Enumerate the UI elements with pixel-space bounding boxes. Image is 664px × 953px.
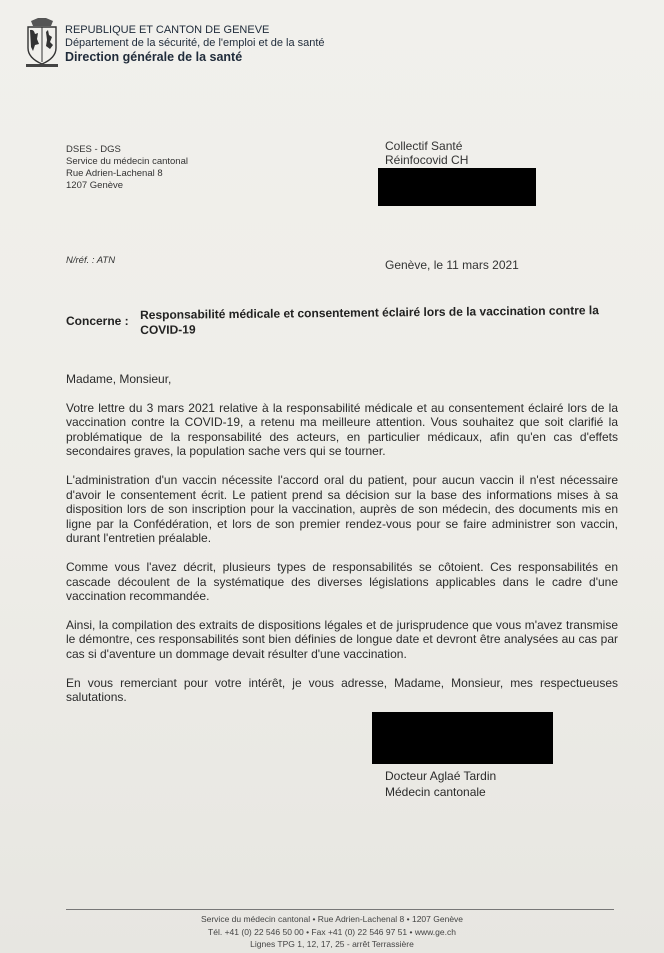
body-paragraph: Votre lettre du 3 mars 2021 relative à la responsabilité médicale et au consentement éclairé lors de la vaccination contre la COVID-19, a retenu ma meilleure attention. Vous souhaitez que soit clarifié la problématique de la responsabilité des acteurs, en particulier médicaux, afin qu'en cas d'effets secondaires graves, la population sache vers qui se tourner.: [66, 400, 618, 459]
redaction-block-address: [378, 168, 536, 206]
letter-body: [66, 372, 618, 719]
letterhead-department: Département de la sécurité, de l'emploi et de la santé: [65, 37, 325, 49]
body-paragraph: Comme vous l'avez décrit, plusieurs types de responsabilités se côtoient. Ces responsabilités en cascade découlent de la systématique des diverses législations applicables dans le cadre d'une vaccination recommandée.: [66, 559, 618, 604]
letterhead-direction: Direction générale de la santé: [65, 50, 243, 64]
sender-line: DSES - DGS: [66, 144, 121, 155]
sender-line: Rue Adrien-Lachenal 8: [66, 168, 163, 179]
body-paragraph: L'administration d'un vaccin nécessite l'accord oral du patient, pour aucun vaccin il n'est nécessaire d'avoir le consentement écrit. Le patient prend sa décision sur la base des informations mises à sa disposition lors de son inscription pour la vaccination, auprès de son médecin, des documents mis en ligne par la Confédération, et lors de son premier rendez-vous pour se faire administrer son vaccin, durant l'entretien préalable.: [66, 472, 618, 546]
recipient-address: [385, 139, 468, 167]
signatory-name: Docteur Aglaé Tardin: [385, 769, 497, 783]
subject-text: Responsabilité médicale et consentement éclairé lors de la vaccination contre la COVID-19: [140, 303, 599, 337]
sender-line: 1207 Genève: [66, 180, 124, 191]
subject-line: [66, 303, 626, 338]
recipient-line: Réinfocovid CH: [385, 153, 469, 167]
signatory-title: Médecin cantonale: [385, 785, 486, 799]
footer-divider: [66, 909, 614, 910]
geneva-coat-of-arms-logo: [24, 18, 60, 68]
sender-line: Service du médecin cantonal: [66, 156, 188, 167]
letterhead-republic: REPUBLIQUE ET CANTON DE GENEVE: [65, 24, 270, 36]
subject-label: Concerne :: [66, 314, 129, 328]
letterhead: [65, 24, 325, 65]
signature-block: [385, 768, 496, 800]
closing-paragraph: En vous remerciant pour votre intérêt, je vous adresse, Madame, Monsieur, mes respectueuses salutations.: [66, 675, 618, 705]
sender-address: [66, 144, 188, 192]
letter-date: Genève, le 11 mars 2021: [385, 258, 519, 272]
salutation: Madame, Monsieur,: [66, 372, 172, 386]
footer-address: Service du médecin cantonal • Rue Adrien-Lachenal 8 • 1207 Genève: [200, 914, 464, 924]
footer-contact: Tél. +41 (0) 22 546 50 00 • Fax +41 (0) 22 546 97 51 • www.ge.ch: [208, 926, 456, 937]
footer-transport: Lignes TPG 1, 12, 17, 25 - arrêt Terrassière: [250, 939, 414, 949]
reference: N/réf. : ATN: [66, 255, 116, 266]
redaction-block-signature: [372, 712, 553, 764]
body-paragraph: Ainsi, la compilation des extraits de dispositions légales et de jurisprudence que vous m'avez transmise le démontre, ces responsabilités sont bien définies de longue date et devront être analysées au cas par cas si d'aventure un dommage devait résulter d'une vaccination.: [66, 617, 618, 661]
footer: [0, 913, 664, 951]
recipient-line: Collectif Santé: [385, 139, 463, 153]
